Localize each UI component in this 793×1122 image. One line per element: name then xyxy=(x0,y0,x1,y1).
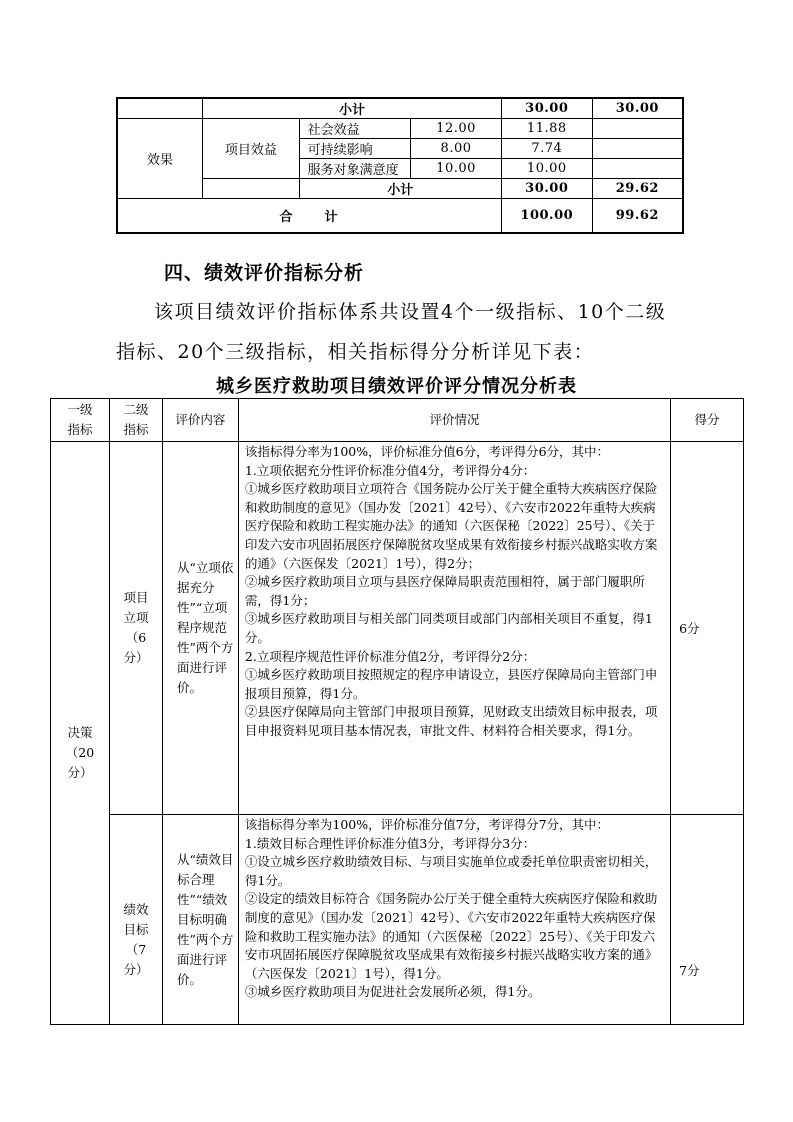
score-cell: 6分 xyxy=(671,442,744,815)
subtotal-target: 30.00 xyxy=(501,179,592,199)
level2-name: 项目立项（6分） xyxy=(109,442,162,815)
total-row xyxy=(117,199,683,233)
situation-line: 1.绩效目标合理性评价标准分值3分，考评得分3分： xyxy=(244,835,536,851)
eval-content: 从“立项依据充分性”“立项程序规范性”两个方面进行评价。 xyxy=(162,442,238,815)
total-label: 合 计 xyxy=(117,199,501,233)
target-value: 12.00 xyxy=(411,119,502,139)
score-value: 11.88 xyxy=(501,119,592,139)
level2-project-benefit: 项目效益 xyxy=(203,119,300,179)
situation-line: ②城乡医疗救助项目立项与县医疗保障局职责范围相符，属于部门履职所需，得1分； xyxy=(244,574,645,608)
target-value: 8.00 xyxy=(411,139,502,159)
situation-line: 1.立项依据充分性评价标准分值4分，考评得分4分： xyxy=(244,462,536,478)
header-level1: 一级指标 xyxy=(51,399,110,442)
table-row xyxy=(51,442,744,815)
situation-line: ①城乡医疗救助项目立项符合《国务院办公厅关于健全重特大疾病医疗保险和救助制度的意见》（国办发〔2021〕42号）、《六安市2022年重特大疾病医疗保险和救助工程实施办法》的通知（六医保秘〔2022〕25号）、《关于印发六安市巩固拓展医疗保障脱贫攻坚成果有效衔接乡村振兴战略实收方案的通》（六医保发〔2021〕1号），得2分； xyxy=(244,481,658,571)
eval-situation xyxy=(238,815,670,1025)
subtotal-label: 小计 xyxy=(203,98,502,119)
level3-name: 社会效益 xyxy=(299,119,411,139)
header-situation: 评价情况 xyxy=(238,399,670,442)
subtotal-score: 29.62 xyxy=(592,179,683,199)
subtotal-score: 30.00 xyxy=(592,98,683,119)
total-score: 99.62 xyxy=(592,199,683,233)
header-content: 评价内容 xyxy=(162,399,238,442)
level1-effect: 效果 xyxy=(117,119,203,199)
table-row xyxy=(117,119,683,139)
table-row xyxy=(51,815,744,1025)
analysis-table xyxy=(50,398,744,1025)
level3-name: 服务对象满意度 xyxy=(299,159,411,179)
score-value: 10.00 xyxy=(501,159,592,179)
situation-line: ②设定的绩效目标符合《国务院办公厅关于健全重特大疾病医疗保险和救助制度的意见》（国办发〔2021〕42号）、《六安市2022年重特大疾病医疗保险和救助工程实施办法》的通知（六医保秘〔2022〕25号）、《关于印发六安市巩固拓展医疗保障脱贫攻坚成果有效衔接乡村振兴战略实收方案的通》（六医保发〔2021〕1号），得1分。 xyxy=(244,891,658,981)
subtotal-row xyxy=(117,179,683,199)
situation-line: 该指标得分率为100%，评价标准分值6分，考评得分6分，其中： xyxy=(244,444,610,459)
header-score: 得分 xyxy=(671,399,744,442)
situation-line: 2.立项程序规范性评价标准分值2分，考评得分2分： xyxy=(244,648,536,664)
level3-name: 可持续影响 xyxy=(299,139,411,159)
section-heading: 四、绩效评价指标分析 xyxy=(164,262,365,284)
header-level2: 二级指标 xyxy=(109,399,162,442)
target-value: 10.00 xyxy=(411,159,502,179)
eval-situation xyxy=(238,442,670,815)
total-target: 100.00 xyxy=(501,199,592,233)
subtotal-row xyxy=(117,98,683,119)
score-cell: 7分 xyxy=(671,815,744,1025)
eval-content: 从“绩效目标合理性”“绩效目标明确性”两个方面进行评价。 xyxy=(162,815,238,1025)
situation-line: ③城乡医疗救助项目与相关部门同类项目或部门内部相关项目不重复，得1分。 xyxy=(244,611,653,645)
level2-name: 绩效目标（7分） xyxy=(109,815,162,1025)
header-row xyxy=(51,399,744,442)
situation-line: ①设立城乡医疗救助绩效目标、与项目实施单位或委托单位职责密切相关，得1分。 xyxy=(244,854,658,888)
subtotal-target: 30.00 xyxy=(501,98,592,119)
level1-decision: 决策（20分） xyxy=(51,442,110,1025)
score-value: 7.74 xyxy=(501,139,592,159)
table-title: 城乡医疗救助项目绩效评价评分情况分析表 xyxy=(216,376,577,397)
summary-table xyxy=(116,97,684,234)
situation-line: ③城乡医疗救助项目为促进社会发展所必须，得1分。 xyxy=(244,984,541,1000)
situation-line: 该指标得分率为100%，评价标准分值7分，考评得分7分，其中： xyxy=(244,817,610,832)
section-paragraph: 该项目绩效评价指标体系共设置4个一级指标、10个二级指标、20个三级指标，相关指标得分分析详见下表： xyxy=(116,301,667,363)
situation-line: ①城乡医疗救助项目按照规定的程序申请设立，县医疗保障局向主管部门申报项目预算，得1分。 xyxy=(244,667,658,701)
subtotal-label: 小计 xyxy=(299,179,501,199)
situation-line: ②县医疗保障局向主管部门申报项目预算，见财政支出绩效目标申报表，项目申报资料见项目基本情况表，审批文件、材料符合相关要求，得1分。 xyxy=(244,704,658,738)
